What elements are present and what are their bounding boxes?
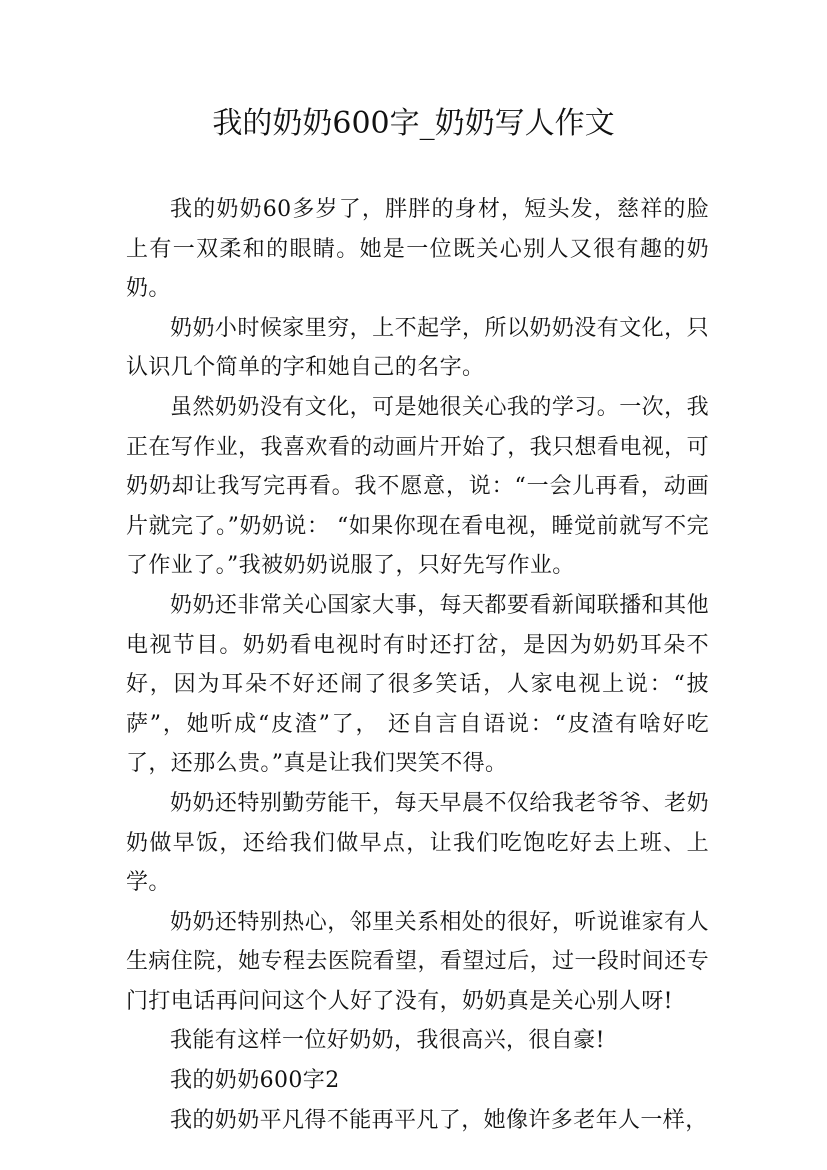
- paragraph: 我的奶奶平凡得不能再平凡了，她像许多老年人一样，: [170, 1107, 708, 1133]
- paragraph: 我能有这样一位好奶奶，我很高兴，很自豪!: [170, 1028, 605, 1054]
- paragraph: 奶奶还特别热心，邻里关系相处的很好，听说谁家有人生病住院，她专程去医院看望，看望过后，过一段时间还专门打电话再问问这个人好了没有，奶奶真是关心别人呀!: [126, 909, 709, 1014]
- paragraph: 虽然奶奶没有文化，可是她很关心我的学习。一次，我正在写作业，我喜欢看的动画片开始了，我只想看电视，可奶奶却让我写完再看。我不愿意，说：“一会儿再看，动画片就完了。”奶奶说： “如果你现在看电视，睡觉前就写不完了作业了。”我被奶奶说服了，只好先写作业。: [126, 394, 709, 579]
- document-title: 我的奶奶600字_奶奶写人作文: [212, 106, 615, 141]
- document-body: [126, 190, 709, 1140]
- paragraph: 奶奶还非常关心国家大事，每天都要看新闻联播和其他电视节目。奶奶看电视时有时还打岔，是因为奶奶耳朵不好，因为耳朵不好还闹了很多笑话，人家电视上说：“披萨”，她听成“皮渣”了， 还自言自语说：“皮渣有啥好吃了，还那么贵。”真是让我们哭笑不得。: [126, 592, 709, 777]
- section-heading: 我的奶奶600字2: [170, 1068, 340, 1094]
- paragraph: 奶奶还特别勤劳能干，每天早晨不仅给我老爷爷、老奶奶做早饭，还给我们做早点，让我们吃饱吃好去上班、上学。: [126, 790, 709, 896]
- paragraph: 我的奶奶60多岁了，胖胖的身材，短头发，慈祥的脸上有一双柔和的眼睛。她是一位既关心别人又很有趣的奶奶。: [126, 197, 709, 302]
- paragraph: 奶奶小时候家里穷，上不起学，所以奶奶没有文化，只认识几个简单的字和她自己的名字。: [126, 315, 709, 381]
